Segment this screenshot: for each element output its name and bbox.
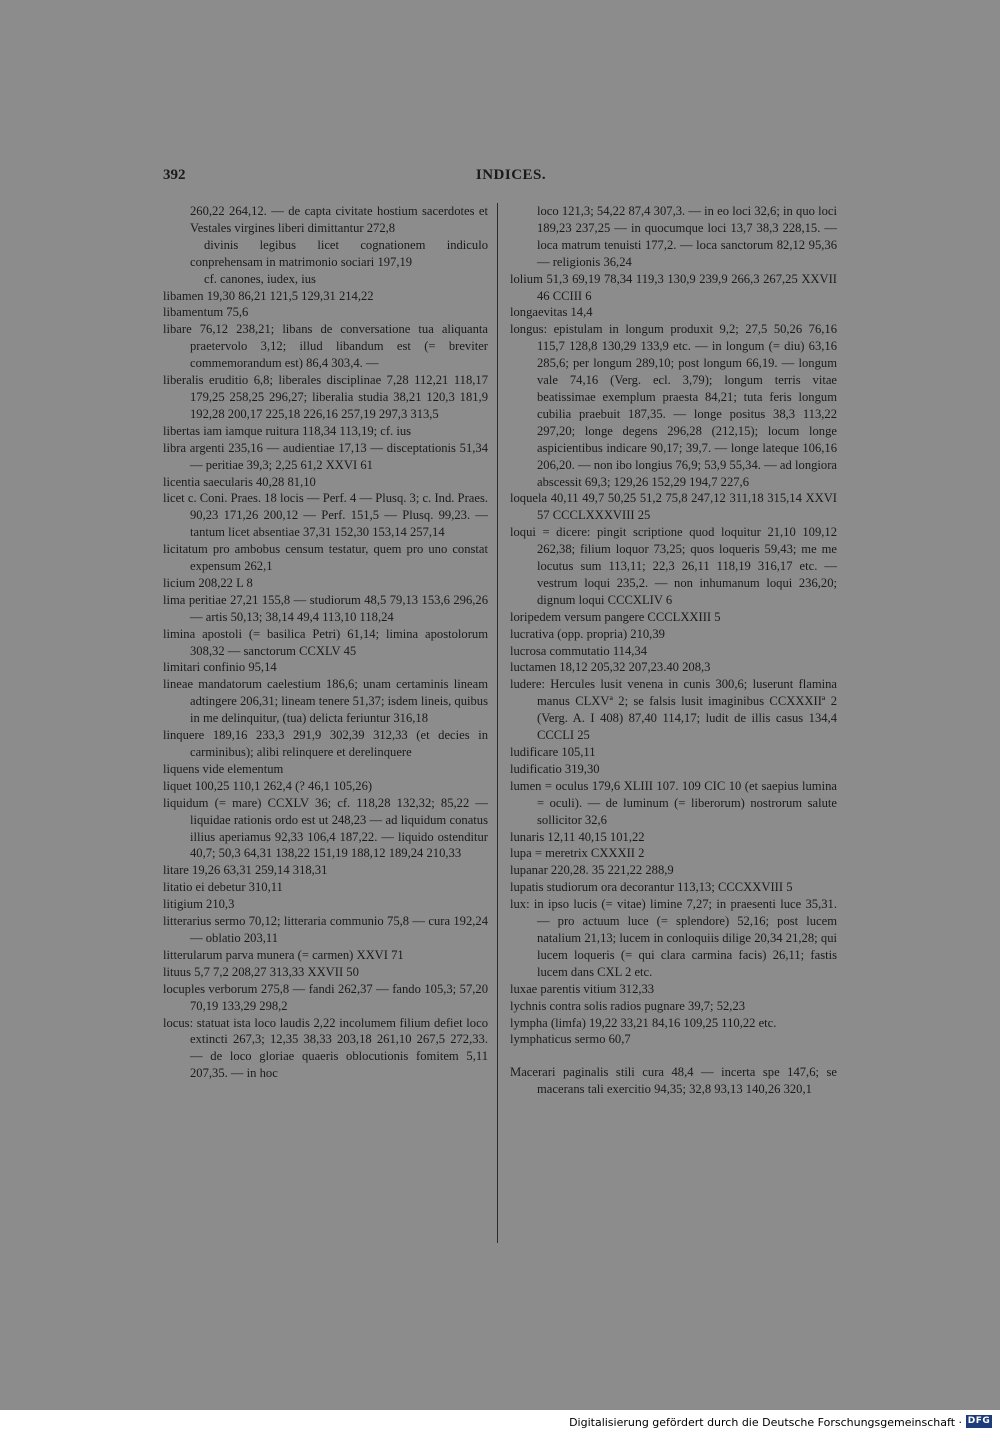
left-column bbox=[163, 203, 488, 1082]
page-number: 392 bbox=[163, 167, 186, 183]
index-entry: liquens vide elementum bbox=[163, 761, 284, 776]
index-entry: lucrativa (opp. propria) 210,39 bbox=[510, 626, 665, 641]
index-entry: longus: epistulam in longum produxit 9,2; 27,5 50,26 76,16 115,7 128,8 130,29 133,9 etc. — in longum (= diu) 63,16 285,6; per longum 289,10; post longum 66,19. — longum vale 74,16 (Verg. ecl. 3,79); longum terris vitae beatissimae exemplum praesta 84,21; tuta feris longum cubilia praebuit 187,35. — longe positus 38,3 113,22 297,20; longe degens 296,28 (212,15); locum longe aspicientibus indicare 90,17; 39,7. — longe lateque 106,16 206,20. — non ibo longius 76,9; 53,9 55,34. — ad longiora abscessit 69,3; 129,26 152,29 194,7 227,6 bbox=[510, 322, 837, 489]
column-divider bbox=[497, 203, 498, 1243]
index-entry: cf. canones, iudex, ius bbox=[204, 271, 316, 286]
page-header bbox=[163, 167, 859, 187]
index-entry: liquidum (= mare) CCXLV 36; cf. 118,28 132,32; 85,22 — liquidae rationis ordo est ut 248,23 — ad liquidum conatus illius aperiamus 92,33 106,4 187,22. — liquido ostenditur 40,7; 50,3 64,31 138,22 151,19 188,12 189,24 210,33 bbox=[163, 795, 488, 861]
index-entry: limina apostoli (= basilica Petri) 61,14; limina apostolorum 308,32 — sanctorum CCXLV 45 bbox=[163, 626, 488, 658]
index-entry: locuples verborum 275,8 — fandi 262,37 — fando 105,3; 57,20 70,19 133,29 298,2 bbox=[163, 981, 488, 1013]
index-entry: litare 19,26 63,31 259,14 318,31 bbox=[163, 863, 328, 878]
funding-credit: Digitalisierung gefördert durch die Deutsche Forschungsgemeinschaft · bbox=[569, 1416, 962, 1429]
index-entry: lupatis studiorum ora decorantur 113,13; CCCXXVIII 5 bbox=[510, 880, 793, 895]
dfg-logo: DFG bbox=[967, 1416, 991, 1426]
index-entry: longaevitas 14,4 bbox=[510, 305, 593, 320]
index-entry: lumen = oculus 179,6 XLIII 107. 109 CIC 10 (et saepius lumina = oculi). — de luminum (= liberorum) nostrorum salute sollicitor 32,6 bbox=[510, 778, 837, 827]
index-entry: loquela 40,11 49,7 50,25 51,2 75,8 247,12 311,18 315,14 XXVI 57 CCCLXXXVIII 25 bbox=[510, 491, 837, 523]
index-entry: linquere 189,16 233,3 291,9 302,39 312,33 (et decies in carminibus); alibi relinquere et derelinquere bbox=[163, 728, 488, 759]
index-entry: litterularum parva munera (= carmen) XXVI 71 bbox=[163, 947, 404, 962]
index-entry: libra argenti 235,16 — audientiae 17,13 — disceptationis 51,34 — peritiae 39,3; 2,25 61,2 XXVI 61 bbox=[163, 440, 488, 472]
right-column bbox=[510, 203, 837, 1098]
index-entry: libertas iam iamque ruitura 118,34 113,19; cf. ius bbox=[163, 423, 412, 438]
index-entry: lupa = meretrix CXXXII 2 bbox=[510, 846, 645, 861]
index-entry: lucrosa commutatio 114,34 bbox=[510, 643, 647, 658]
running-title: INDICES. bbox=[475, 167, 547, 183]
index-entry: lymphaticus sermo 60,7 bbox=[510, 1032, 631, 1047]
index-entry: ludificare 105,11 bbox=[510, 745, 596, 759]
index-entry: licitatum pro ambobus censum testatur, quem pro uno constat expensum 262,1 bbox=[163, 542, 488, 574]
index-entry: ludificatio 319,30 bbox=[510, 761, 600, 776]
index-entry: ludere: Hercules lusit venena in cunis 300,6; luserunt flamina manus CLXVª 2; se falsis lusit imaginibus CCXXXIIª 2 (Verg. A. I 408) 87,40 114,17; ludit de illis casus 134,4 CCCLI 25 bbox=[510, 677, 837, 743]
index-entry: lympha (limfa) 19,22 33,21 84,16 109,25 110,22 etc. bbox=[510, 1015, 777, 1030]
footer-bar bbox=[0, 1410, 1000, 1434]
index-entry: litterarius sermo 70,12; litteraria communio 75,8 — cura 192,24 — oblatio 203,11 bbox=[163, 914, 488, 945]
index-entry: licentia saecularis 40,28 81,10 bbox=[163, 474, 316, 489]
index-entry: lux: in ipso lucis (= vitae) limine 7,27; in praesenti luce 35,31. — pro actuum luce (= splendore) 52,16; post lucem natalium 21,13; lucem in conloquiis dilige 20,34 21,28; qui lucem loqueris (= qui clara carmina facis) 26,11; fastis lucem dans CXL 2 etc. bbox=[510, 897, 837, 979]
index-entry: litigium 210,3 bbox=[163, 897, 235, 912]
index-entry: divinis legibus licet cognationem indiculo conprehensam in matrimonio sociari 197,19 bbox=[190, 237, 488, 269]
index-entry: loco 121,3; 54,22 87,4 307,3. — in eo loci 32,6; in quo loci 189,23 237,25 — in quocumque loci 13,7 38,3 228,15. — loca matrum tenuisti 177,2. — loca sanctorum 82,12 95,36 — religionis 36,24 bbox=[537, 204, 837, 269]
index-entry: locus: statuat ista loco laudis 2,22 incolumem filium defiet loco extincti 267,3; 12,35 38,33 203,18 261,10 267,5 272,33. — de loco gloriae quaeris oblocutionis fomitem 5,11 207,35. — in hoc bbox=[163, 1015, 488, 1081]
index-entry: loqui = dicere: pingit scriptione quod loquitur 21,10 109,12 262,38; filium loquor 73,25; quos loqueris 59,43; me me locutus sum 113,11; 22,3 26,11 118,19 316,17 etc. — vestrum loqui 235,2. — non inhumanum loqui 236,20; dignum loqui CCCXLIV 6 bbox=[510, 525, 837, 607]
index-entry: Macerari paginalis stili cura 48,4 — incerta spe 147,6; se macerans tali exercitio 94,35; 32,8 93,13 140,26 320,1 bbox=[510, 1065, 837, 1097]
index-entry: liquet 100,25 110,1 262,4 (? 46,1 105,26) bbox=[163, 778, 373, 793]
index-entry: lupanar 220,28. 35 221,22 288,9 bbox=[510, 863, 674, 878]
index-entry: licet c. Coni. Praes. 18 locis — Perf. 4 — Plusq. 3; c. Ind. Praes. 90,23 171,26 200,12 — Perf. 151,5 — Plusq. 99,23. — tantum licet absentiae 37,31 152,30 153,14 257,14 bbox=[163, 491, 488, 540]
index-entry: litatio ei debetur 310,11 bbox=[163, 880, 283, 895]
index-entry: lolium 51,3 69,19 78,34 119,3 130,9 239,9 266,3 267,25 XXVII 46 CCIII 6 bbox=[510, 271, 837, 303]
index-entry: libare 76,12 238,21; libans de conversatione tua aliquanta praetervolo 3,12; illud libandum est (= breviter commemorandum est) 86,4 303,4. — bbox=[163, 322, 488, 371]
index-entry: libamentum 75,6 bbox=[163, 305, 249, 320]
index-entry: lituus 5,7 7,2 208,27 313,33 XXVII 50 bbox=[163, 964, 359, 979]
index-entry: lychnis contra solis radios pugnare 39,7; 52,23 bbox=[510, 998, 746, 1013]
index-entry: 260,22 264,12. — de capta civitate hostium sacerdotes et Vestales virgines liberi dimittantur 272,8 bbox=[190, 204, 488, 235]
index-entry: lunaris 12,11 40,15 101,22 bbox=[510, 829, 645, 844]
index-entry: lima peritiae 27,21 155,8 — studiorum 48,5 79,13 153,6 296,26 — artis 50,13; 38,14 49,4 113,10 118,24 bbox=[163, 592, 488, 624]
index-entry: limitari confinio 95,14 bbox=[163, 660, 277, 675]
index-entry: licium 208,22 L 8 bbox=[163, 575, 253, 590]
section-gap bbox=[510, 1048, 837, 1064]
index-entry: luxae parentis vitium 312,33 bbox=[510, 981, 655, 996]
index-entry: luctamen 18,12 205,32 207,23.40 208,3 bbox=[510, 660, 711, 675]
index-entry: libamen 19,30 86,21 121,5 129,31 214,22 bbox=[163, 288, 374, 303]
index-entry: liberalis eruditio 6,8; liberales disciplinae 7,28 112,21 118,17 179,25 258,25 296,27; liberalia studia 38,21 120,3 181,9 192,28 200,17 225,18 226,16 257,19 297,3 313,5 bbox=[163, 373, 488, 421]
index-entry: loripedem versum pangere CCCLXXIII 5 bbox=[510, 609, 721, 624]
index-entry: lineae mandatorum caelestium 186,6; unam certaminis lineam adtingere 206,31; lineam tenere 51,37; isdem lineis, quibus in me delinquitur, (tua) delicta feriuntur 316,18 bbox=[163, 677, 488, 726]
